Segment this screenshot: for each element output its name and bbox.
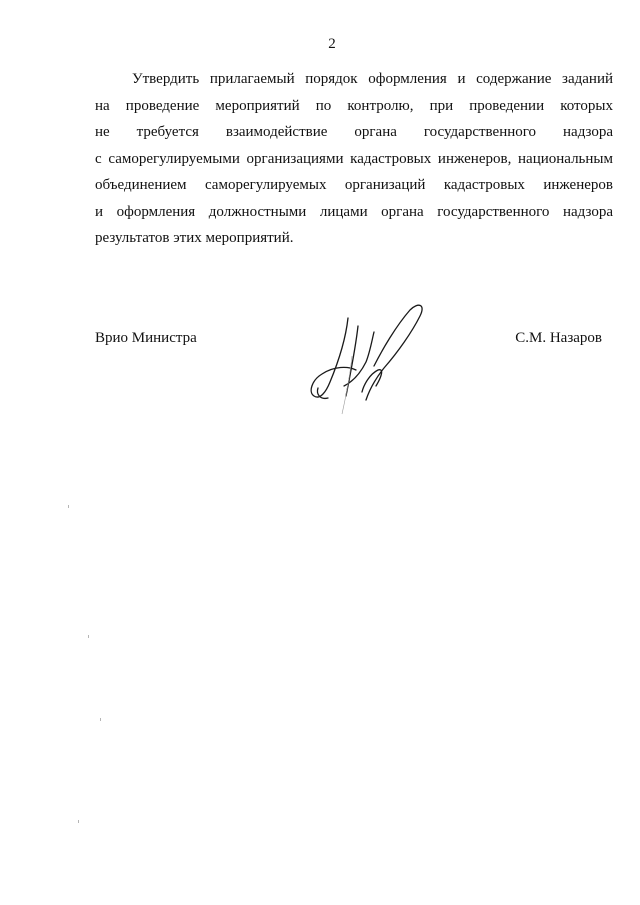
scan-artifact	[100, 718, 101, 721]
body-line: результатов этих мероприятий.	[95, 230, 294, 246]
scan-artifact	[68, 505, 69, 508]
scan-artifact	[78, 820, 79, 823]
body-line: Утвердить прилагаемый порядок оформления и содержание заданий	[132, 71, 613, 87]
body-line: объединением саморегулируемых организаций кадастровых инженеров	[95, 177, 613, 193]
signatory-title: Врио Министра	[95, 330, 197, 346]
body-line: не требуется взаимодействие органа государственного надзора	[95, 124, 613, 140]
scan-artifact	[88, 635, 89, 638]
signatory-name: С.М. Назаров	[515, 330, 602, 346]
document-body	[95, 66, 613, 252]
body-line: на проведение мероприятий по контролю, при проведении которых	[95, 97, 613, 114]
page-number: 2	[328, 36, 336, 52]
handwritten-signature-icon	[300, 296, 450, 416]
body-line: и оформления должностными лицами органа государственного надзора	[95, 203, 613, 220]
body-line: с саморегулируемыми организациями кадастровых инженеров, национальным	[95, 150, 613, 167]
